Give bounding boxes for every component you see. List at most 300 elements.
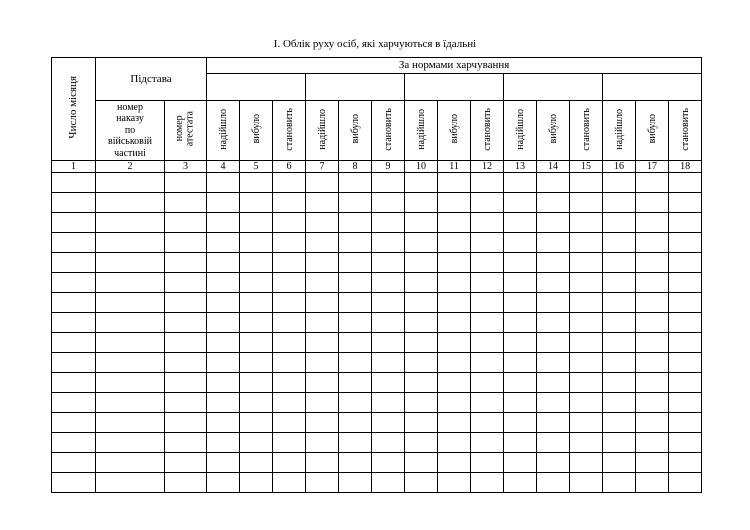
sub-header-label: становить	[481, 107, 493, 151]
table-cell[interactable]	[405, 393, 438, 413]
table-cell[interactable]	[636, 373, 669, 393]
table-cell[interactable]	[273, 313, 306, 333]
table-cell[interactable]	[570, 173, 603, 193]
table-cell[interactable]	[504, 293, 537, 313]
table-cell[interactable]	[636, 433, 669, 453]
table-cell[interactable]	[372, 333, 405, 353]
table-cell[interactable]	[537, 433, 570, 453]
table-cell[interactable]	[240, 273, 273, 293]
table-cell[interactable]	[636, 173, 669, 193]
table-cell[interactable]	[273, 333, 306, 353]
table-cell[interactable]	[405, 233, 438, 253]
table-cell[interactable]	[273, 433, 306, 453]
table-cell[interactable]	[636, 193, 669, 213]
table-cell[interactable]	[207, 233, 240, 253]
table-cell[interactable]	[273, 293, 306, 313]
table-cell[interactable]	[52, 173, 96, 193]
table-cell[interactable]	[537, 473, 570, 493]
table-cell[interactable]	[537, 253, 570, 273]
table-cell[interactable]	[165, 413, 207, 433]
table-cell[interactable]	[165, 433, 207, 453]
table-cell[interactable]	[207, 473, 240, 493]
table-cell[interactable]	[603, 473, 636, 493]
table-cell[interactable]	[306, 373, 339, 393]
table-cell[interactable]	[52, 213, 96, 233]
table-cell[interactable]	[273, 413, 306, 433]
table-cell[interactable]	[207, 293, 240, 313]
table-cell[interactable]	[438, 213, 471, 233]
table-cell[interactable]	[165, 193, 207, 213]
table-cell[interactable]	[273, 273, 306, 293]
table-cell[interactable]	[471, 313, 504, 333]
table-cell[interactable]	[165, 393, 207, 413]
table-cell[interactable]	[165, 333, 207, 353]
table-cell[interactable]	[636, 273, 669, 293]
table-cell[interactable]	[438, 173, 471, 193]
table-cell[interactable]	[438, 453, 471, 473]
table-cell[interactable]	[207, 453, 240, 473]
table-cell[interactable]	[96, 173, 165, 193]
table-cell[interactable]	[471, 413, 504, 433]
table-cell[interactable]	[471, 253, 504, 273]
table-cell[interactable]	[273, 373, 306, 393]
table-cell[interactable]	[372, 373, 405, 393]
table-cell[interactable]	[570, 213, 603, 233]
table-cell[interactable]	[96, 453, 165, 473]
table-cell[interactable]	[636, 353, 669, 373]
table-cell[interactable]	[537, 173, 570, 193]
table-cell[interactable]	[96, 293, 165, 313]
table-cell[interactable]	[306, 413, 339, 433]
table-cell[interactable]	[339, 473, 372, 493]
table-cell[interactable]	[603, 213, 636, 233]
table-cell[interactable]	[471, 473, 504, 493]
table-cell[interactable]	[339, 373, 372, 393]
table-cell[interactable]	[438, 393, 471, 413]
table-cell[interactable]	[471, 353, 504, 373]
table-cell[interactable]	[636, 453, 669, 473]
table-cell[interactable]	[438, 313, 471, 333]
order-number-label: номер наказу по військовій частині	[107, 101, 153, 159]
table-cell[interactable]	[603, 193, 636, 213]
table-cell[interactable]	[306, 173, 339, 193]
table-cell[interactable]	[504, 313, 537, 333]
column-number: 9	[372, 161, 405, 173]
table-cell[interactable]	[438, 193, 471, 213]
table-cell[interactable]	[636, 473, 669, 493]
table-cell[interactable]	[537, 313, 570, 333]
table-cell[interactable]	[603, 333, 636, 353]
table-cell[interactable]	[306, 273, 339, 293]
table-cell[interactable]	[405, 333, 438, 353]
table-cell[interactable]	[471, 233, 504, 253]
table-cell[interactable]	[207, 313, 240, 333]
table-cell[interactable]	[603, 433, 636, 453]
table-cell[interactable]	[669, 273, 702, 293]
table-cell[interactable]	[537, 193, 570, 213]
table-cell[interactable]	[636, 413, 669, 433]
table-cell[interactable]	[603, 293, 636, 313]
table-cell[interactable]	[240, 313, 273, 333]
table-cell[interactable]	[603, 253, 636, 273]
table-cell[interactable]	[504, 413, 537, 433]
table-cell[interactable]	[405, 473, 438, 493]
table-cell[interactable]	[306, 433, 339, 453]
table-cell[interactable]	[603, 173, 636, 193]
table-cell[interactable]	[52, 393, 96, 413]
table-cell[interactable]	[273, 253, 306, 273]
table-cell[interactable]	[52, 313, 96, 333]
table-cell[interactable]	[603, 393, 636, 413]
table-cell[interactable]	[570, 333, 603, 353]
table-cell[interactable]	[52, 273, 96, 293]
table-cell[interactable]	[240, 433, 273, 453]
table-cell[interactable]	[570, 313, 603, 333]
table-cell[interactable]	[438, 253, 471, 273]
table-cell[interactable]	[471, 373, 504, 393]
table-cell[interactable]	[636, 313, 669, 333]
table-cell[interactable]	[372, 273, 405, 293]
table-cell[interactable]	[669, 313, 702, 333]
table-cell[interactable]	[240, 333, 273, 353]
table-cell[interactable]	[207, 333, 240, 353]
table-cell[interactable]	[52, 253, 96, 273]
table-cell[interactable]	[669, 353, 702, 373]
table-cell[interactable]	[207, 393, 240, 413]
table-cell[interactable]	[240, 173, 273, 193]
table-cell[interactable]	[504, 473, 537, 493]
table-cell[interactable]	[240, 393, 273, 413]
table-cell[interactable]	[537, 333, 570, 353]
day-of-month-label: Число місяця	[67, 76, 80, 139]
table-cell[interactable]	[603, 313, 636, 333]
table-cell[interactable]	[636, 393, 669, 413]
table-cell[interactable]	[669, 293, 702, 313]
table-cell[interactable]	[52, 413, 96, 433]
table-cell[interactable]	[603, 233, 636, 253]
table-cell[interactable]	[372, 173, 405, 193]
table-cell[interactable]	[405, 373, 438, 393]
table-cell[interactable]	[96, 193, 165, 213]
table-cell[interactable]	[570, 413, 603, 433]
table-cell[interactable]	[96, 353, 165, 373]
sub-header-label: надійшло	[415, 108, 427, 150]
table-cell[interactable]	[504, 453, 537, 473]
table-cell[interactable]	[504, 213, 537, 233]
sub-header-label: вибуло	[250, 114, 262, 144]
table-cell[interactable]	[339, 453, 372, 473]
table-cell[interactable]	[273, 353, 306, 373]
table-cell[interactable]	[405, 413, 438, 433]
table-cell[interactable]	[207, 433, 240, 453]
table-cell[interactable]	[165, 373, 207, 393]
table-cell[interactable]	[636, 253, 669, 273]
table-cell[interactable]	[504, 173, 537, 193]
table-cell[interactable]	[669, 233, 702, 253]
table-cell[interactable]	[471, 173, 504, 193]
table-cell[interactable]	[372, 233, 405, 253]
table-cell[interactable]	[537, 233, 570, 253]
table-cell[interactable]	[570, 453, 603, 473]
table-cell[interactable]	[240, 373, 273, 393]
table-cell[interactable]	[405, 213, 438, 233]
table-cell[interactable]	[96, 273, 165, 293]
column-number: 14	[537, 161, 570, 173]
table-cell[interactable]	[669, 393, 702, 413]
table-cell[interactable]	[207, 173, 240, 193]
table-cell[interactable]	[96, 413, 165, 433]
sub-header-label: становить	[679, 107, 691, 151]
table-cell[interactable]	[339, 293, 372, 313]
table-cell[interactable]	[537, 393, 570, 413]
table-cell[interactable]	[405, 173, 438, 193]
table-cell[interactable]	[438, 333, 471, 353]
table-cell[interactable]	[165, 233, 207, 253]
table-cell[interactable]	[165, 313, 207, 333]
table-cell[interactable]	[438, 413, 471, 433]
table-cell[interactable]	[240, 413, 273, 433]
table-cell[interactable]	[96, 233, 165, 253]
table-cell[interactable]	[52, 453, 96, 473]
table-cell[interactable]	[504, 193, 537, 213]
table-cell[interactable]	[96, 473, 165, 493]
table-cell[interactable]	[240, 193, 273, 213]
table-cell[interactable]	[669, 173, 702, 193]
table-cell[interactable]	[372, 213, 405, 233]
table-cell[interactable]	[52, 433, 96, 453]
table-cell[interactable]	[669, 373, 702, 393]
table-cell[interactable]	[537, 413, 570, 433]
table-cell[interactable]	[165, 173, 207, 193]
table-cell[interactable]	[669, 453, 702, 473]
table-cell[interactable]	[165, 453, 207, 473]
table-cell[interactable]	[96, 333, 165, 353]
sub-header-label: надійшло	[613, 108, 625, 150]
table-cell[interactable]	[165, 473, 207, 493]
table-cell[interactable]	[504, 373, 537, 393]
table-cell[interactable]	[471, 433, 504, 453]
table-cell[interactable]	[405, 313, 438, 333]
table-cell[interactable]	[339, 353, 372, 373]
table-cell[interactable]	[52, 193, 96, 213]
table-cell[interactable]	[306, 393, 339, 413]
table-cell[interactable]	[339, 253, 372, 273]
table-cell[interactable]	[339, 413, 372, 433]
table-cell[interactable]	[570, 293, 603, 313]
table-cell[interactable]	[471, 273, 504, 293]
table-cell[interactable]	[504, 433, 537, 453]
table-cell[interactable]	[669, 193, 702, 213]
table-cell[interactable]	[339, 213, 372, 233]
table-cell[interactable]	[405, 433, 438, 453]
table-cell[interactable]	[339, 333, 372, 353]
table-cell[interactable]	[471, 393, 504, 413]
table-cell[interactable]	[504, 353, 537, 373]
table-cell[interactable]	[570, 233, 603, 253]
sub-header-cell	[240, 101, 273, 161]
table-cell[interactable]	[372, 393, 405, 413]
table-cell[interactable]	[372, 353, 405, 373]
table-cell[interactable]	[570, 353, 603, 373]
table-cell[interactable]	[405, 353, 438, 373]
table-cell[interactable]	[207, 413, 240, 433]
table-cell[interactable]	[372, 313, 405, 333]
table-cell[interactable]	[372, 193, 405, 213]
table-cell[interactable]	[405, 453, 438, 473]
table-cell[interactable]	[372, 453, 405, 473]
table-cell[interactable]	[372, 293, 405, 313]
table-cell[interactable]	[273, 453, 306, 473]
table-cell[interactable]	[504, 333, 537, 353]
table-cell[interactable]	[52, 353, 96, 373]
table-cell[interactable]	[537, 453, 570, 473]
table-cell[interactable]	[52, 333, 96, 353]
table-cell[interactable]	[96, 433, 165, 453]
table-cell[interactable]	[306, 333, 339, 353]
table-cell[interactable]	[438, 373, 471, 393]
table-cell[interactable]	[372, 413, 405, 433]
table-cell[interactable]	[438, 353, 471, 373]
table-cell[interactable]	[339, 173, 372, 193]
table-cell[interactable]	[165, 213, 207, 233]
table-cell[interactable]	[471, 193, 504, 213]
table-cell[interactable]	[669, 433, 702, 453]
table-cell[interactable]	[96, 373, 165, 393]
table-cell[interactable]	[603, 373, 636, 393]
table-cell[interactable]	[306, 253, 339, 273]
table-cell[interactable]	[306, 473, 339, 493]
table-cell[interactable]	[504, 233, 537, 253]
table-cell[interactable]	[537, 293, 570, 313]
table-cell[interactable]	[273, 193, 306, 213]
table-cell[interactable]	[669, 213, 702, 233]
table-cell[interactable]	[207, 273, 240, 293]
sub-header-label: становить	[580, 107, 592, 151]
table-cell[interactable]	[438, 273, 471, 293]
table-cell[interactable]	[306, 233, 339, 253]
table-cell[interactable]	[405, 293, 438, 313]
table-cell[interactable]	[570, 373, 603, 393]
table-cell[interactable]	[52, 373, 96, 393]
table-cell[interactable]	[405, 253, 438, 273]
table-cell[interactable]	[570, 393, 603, 413]
table-cell[interactable]	[636, 213, 669, 233]
table-cell[interactable]	[471, 213, 504, 233]
table-cell[interactable]	[636, 233, 669, 253]
table-cell[interactable]	[273, 473, 306, 493]
table-cell[interactable]	[603, 273, 636, 293]
table-cell[interactable]	[669, 333, 702, 353]
table-cell[interactable]	[339, 273, 372, 293]
table-row	[52, 293, 702, 313]
table-cell[interactable]	[306, 213, 339, 233]
table-cell[interactable]	[636, 293, 669, 313]
table-cell[interactable]	[96, 213, 165, 233]
table-cell[interactable]	[165, 353, 207, 373]
table-cell[interactable]	[603, 413, 636, 433]
table-cell[interactable]	[339, 313, 372, 333]
table-cell[interactable]	[537, 373, 570, 393]
table-cell[interactable]	[165, 273, 207, 293]
table-cell[interactable]	[537, 353, 570, 373]
table-cell[interactable]	[165, 293, 207, 313]
table-cell[interactable]	[570, 273, 603, 293]
table-cell[interactable]	[52, 233, 96, 253]
table-cell[interactable]	[240, 233, 273, 253]
table-cell[interactable]	[471, 333, 504, 353]
table-cell[interactable]	[603, 353, 636, 373]
table-cell[interactable]	[52, 293, 96, 313]
table-cell[interactable]	[339, 433, 372, 453]
table-cell[interactable]	[669, 413, 702, 433]
table-cell[interactable]	[306, 353, 339, 373]
table-cell[interactable]	[240, 453, 273, 473]
table-cell[interactable]	[240, 293, 273, 313]
table-cell[interactable]	[669, 473, 702, 493]
table-cell[interactable]	[636, 333, 669, 353]
table-cell[interactable]	[306, 193, 339, 213]
table-cell[interactable]	[471, 293, 504, 313]
table-cell[interactable]	[96, 393, 165, 413]
table-cell[interactable]	[207, 353, 240, 373]
table-cell[interactable]	[96, 253, 165, 273]
table-cell[interactable]	[504, 253, 537, 273]
table-cell[interactable]	[165, 253, 207, 273]
table-cell[interactable]	[504, 273, 537, 293]
table-cell[interactable]	[438, 473, 471, 493]
table-cell[interactable]	[339, 393, 372, 413]
table-cell[interactable]	[438, 433, 471, 453]
table-cell[interactable]	[405, 273, 438, 293]
table-cell[interactable]	[306, 293, 339, 313]
table-cell[interactable]	[207, 373, 240, 393]
table-cell[interactable]	[570, 473, 603, 493]
table-cell[interactable]	[339, 233, 372, 253]
table-cell[interactable]	[207, 253, 240, 273]
table-cell[interactable]	[207, 193, 240, 213]
table-cell[interactable]	[504, 393, 537, 413]
table-cell[interactable]	[372, 253, 405, 273]
table-cell[interactable]	[570, 193, 603, 213]
table-cell[interactable]	[273, 233, 306, 253]
table-cell[interactable]	[273, 393, 306, 413]
table-cell[interactable]	[438, 293, 471, 313]
table-cell[interactable]	[273, 173, 306, 193]
table-cell[interactable]	[570, 253, 603, 273]
table-cell[interactable]	[306, 453, 339, 473]
table-cell[interactable]	[471, 453, 504, 473]
table-cell[interactable]	[273, 213, 306, 233]
table-cell[interactable]	[372, 433, 405, 453]
table-cell[interactable]	[537, 273, 570, 293]
table-cell[interactable]	[240, 473, 273, 493]
table-cell[interactable]	[240, 253, 273, 273]
table-cell[interactable]	[240, 353, 273, 373]
table-cell[interactable]	[339, 193, 372, 213]
table-cell[interactable]	[96, 313, 165, 333]
table-cell[interactable]	[52, 473, 96, 493]
table-cell[interactable]	[207, 213, 240, 233]
table-cell[interactable]	[603, 453, 636, 473]
table-cell[interactable]	[438, 233, 471, 253]
table-cell[interactable]	[669, 253, 702, 273]
table-cell[interactable]	[405, 193, 438, 213]
table-cell[interactable]	[306, 313, 339, 333]
table-cell[interactable]	[372, 473, 405, 493]
table-cell[interactable]	[570, 433, 603, 453]
table-cell[interactable]	[537, 213, 570, 233]
table-cell[interactable]	[240, 213, 273, 233]
